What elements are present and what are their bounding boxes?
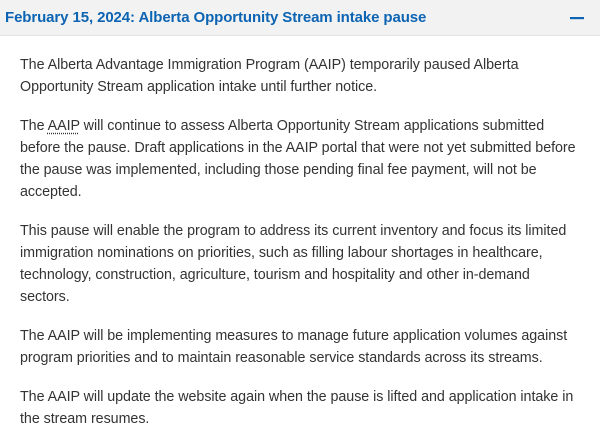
paragraph-5: The AAIP will update the website again when the pause is lifted and application intake in the stream resumes. (20, 389, 574, 427)
aaip-abbreviation[interactable]: AAIP (47, 118, 80, 134)
collapse-button[interactable] (566, 7, 588, 29)
accordion-content (0, 36, 600, 447)
accordion-header[interactable] (0, 0, 600, 36)
accordion-title[interactable]: February 15, 2024: Alberta Opportunity Stream intake pause (5, 9, 427, 26)
minus-icon (570, 11, 584, 25)
paragraph-2-post: will continue to assess Alberta Opportunity Stream applications submitted before the pause. Draft applications in the AAIP portal that were not yet submitted before the pause was implemented, including those pending final fee payment, will not be accepted. (20, 118, 576, 200)
paragraph-2 (20, 115, 580, 203)
paragraph-4: The AAIP will be implementing measures to manage future application volumes against program priorities and to maintain reasonable service standards across its streams. (20, 328, 568, 366)
paragraph-3: This pause will enable the program to address its current inventory and focus its limited immigration nominations on priorities, such as filling labour shortages in healthcare, technology, construction, agriculture, tourism and hospitality and other in-demand sectors. (20, 223, 567, 305)
paragraph-1: The Alberta Advantage Immigration Program (AAIP) temporarily paused Alberta Opportunity Stream application intake until further notice. (20, 57, 519, 95)
paragraph-2-pre: The (20, 118, 48, 134)
